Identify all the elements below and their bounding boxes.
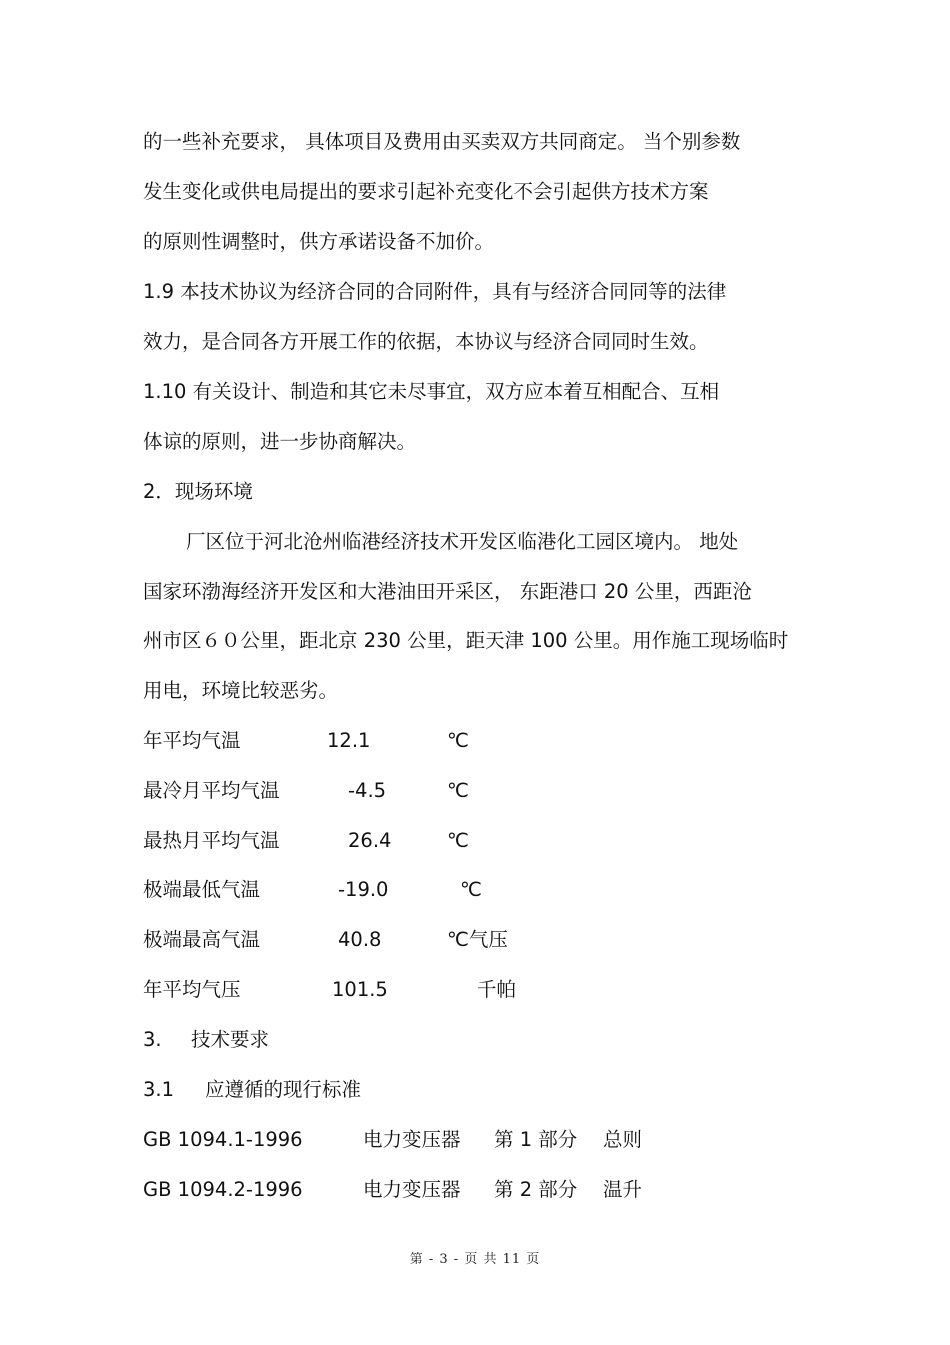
section-heading: 技术要求 (191, 1028, 270, 1051)
paragraph-line: 1.9 本技术协议为经济合同的合同附件，具有与经济合同同等的法律 (143, 280, 727, 303)
climate-unit: ℃ (447, 729, 469, 752)
paragraph-line: 体谅的原则，进一步协商解决。 (143, 430, 417, 453)
subsection-number: 3.1 (143, 1078, 175, 1101)
climate-value: 12.1 (327, 729, 371, 752)
climate-value: -19.0 (338, 878, 389, 901)
paragraph-line: 用电，环境比较恶劣。 (143, 679, 339, 702)
paragraph-line: 厂区位于河北沧州临港经济技术开发区临港化工园区境内。 地处 (186, 530, 739, 553)
section-heading: 2．现场环境 (143, 480, 253, 503)
climate-unit: 千帕 (477, 978, 517, 1001)
climate-label: 最热月平均气温 (143, 829, 280, 852)
standard-title: 总则 (603, 1128, 643, 1151)
paragraph-line: 发生变化或供电局提出的要求引起补充变化不会引起供方技术方案 (143, 180, 709, 203)
climate-value: 40.8 (338, 928, 382, 951)
standard-name: 电力变压器 (363, 1128, 461, 1151)
climate-unit: ℃ (447, 829, 469, 852)
climate-label: 最冷月平均气温 (143, 779, 280, 802)
climate-label: 极端最高气温 (143, 928, 261, 951)
standard-code: GB 1094.1-1996 (143, 1128, 303, 1151)
climate-value: 26.4 (348, 829, 392, 852)
standard-part: 第 1 部分 (494, 1128, 578, 1151)
climate-label: 年平均气压 (143, 978, 241, 1001)
climate-unit: ℃ (447, 779, 469, 802)
subsection-heading: 应遵循的现行标准 (205, 1078, 362, 1101)
paragraph-line: 效力，是合同各方开展工作的依据，本协议与经济合同同时生效。 (143, 330, 709, 353)
page-footer: 第 - 3 - 页 共 11 页 (409, 1252, 541, 1267)
standard-title: 温升 (603, 1178, 643, 1201)
paragraph-line: 的一些补充要求， 具体项目及费用由买卖双方共同商定。 当个别参数 (143, 130, 741, 153)
section-number: 3. (143, 1028, 162, 1051)
paragraph-line: 1.10 有关设计、制造和其它未尽事宜，双方应本着互相配合、互相 (143, 380, 720, 403)
standard-code: GB 1094.2-1996 (143, 1178, 303, 1201)
paragraph-line: 州市区６０公里，距北京 230 公里，距天津 100 公里。用作施工现场临时 (143, 629, 789, 652)
climate-label: 极端最低气温 (143, 878, 261, 901)
climate-unit: ℃ (460, 878, 482, 901)
climate-unit: ℃气压 (447, 928, 508, 951)
climate-value: -4.5 (348, 779, 387, 802)
paragraph-line: 国家环渤海经济开发区和大港油田开采区， 东距港口 20 公里，西距沧 (143, 580, 752, 603)
standard-name: 电力变压器 (363, 1178, 461, 1201)
climate-label: 年平均气温 (143, 729, 241, 752)
climate-value: 101.5 (332, 978, 388, 1001)
paragraph-line: 的原则性调整时，供方承诺设备不加价。 (143, 230, 495, 253)
standard-part: 第 2 部分 (494, 1178, 578, 1201)
